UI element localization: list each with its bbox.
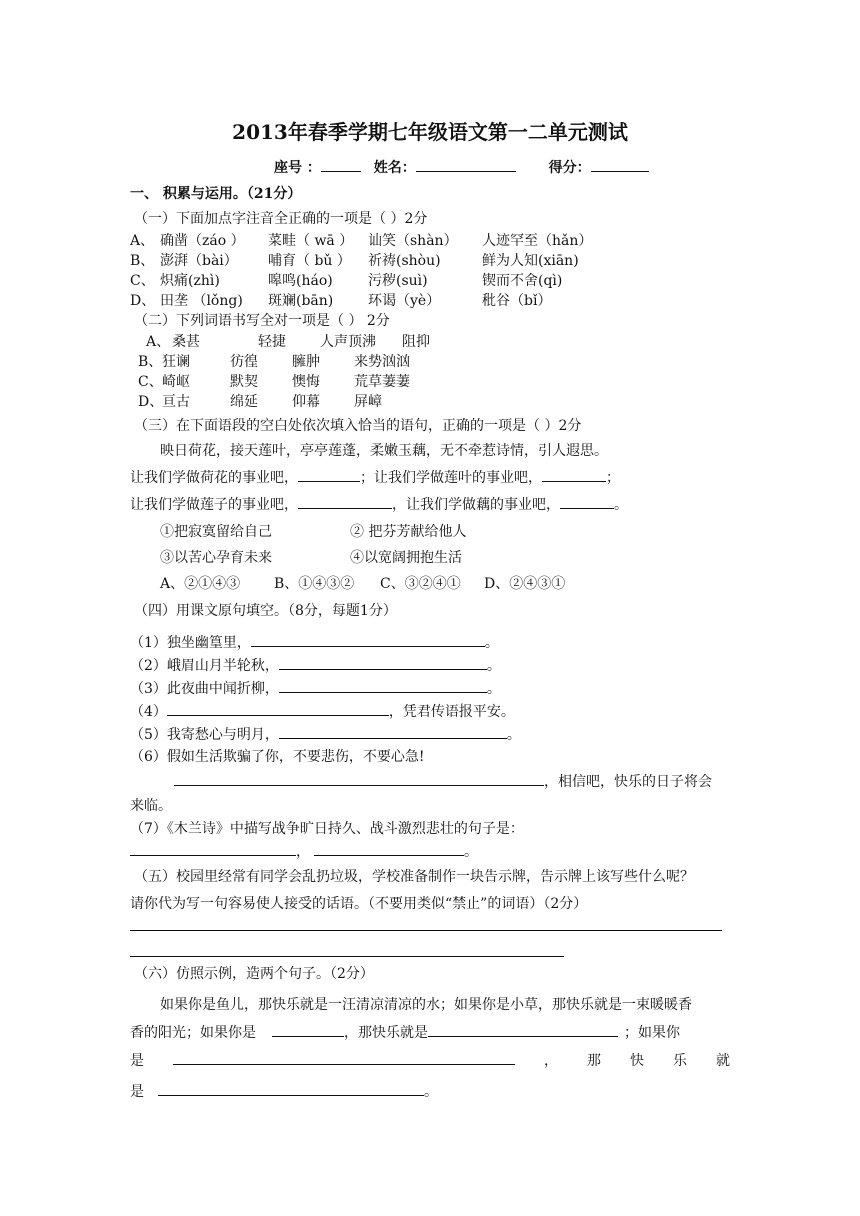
q5-line-1: （五）校园里经常有同学会乱扔垃圾，学校准备制作一块告示牌，告示牌上该写些什么呢？ — [134, 869, 694, 885]
q4-item-1: （1）独坐幽篁里， 。 — [130, 632, 499, 652]
q4-blank-1[interactable] — [251, 632, 485, 647]
q4-blank-7a[interactable] — [130, 841, 296, 856]
q6-blank-4[interactable] — [158, 1081, 424, 1096]
q3-answer-a[interactable]: A、②①④③ — [160, 576, 241, 592]
q1-prompt: （一）下面加点字注音全正确的一项是（ ）2分 — [134, 211, 428, 227]
q2-option-a[interactable]: A、 桑甚 轻捷 人声顶沸 阻抑 — [146, 334, 430, 350]
q1-option-a[interactable]: A、 确凿（záo ） 菜畦（ wā ） 讪笑（shàn） 人迹罕至（hǎn） — [130, 233, 593, 249]
page-title: 2013年春季学期七年级语文第一二单元测试 — [232, 120, 628, 144]
q4-item-6-end: 来临。 — [130, 798, 172, 814]
q3-blank-3[interactable] — [298, 494, 392, 509]
name-label: 姓名： — [373, 160, 416, 176]
header-info — [274, 157, 649, 177]
q4-prompt: （四）用课文原句填空。（8分，每题1分） — [134, 603, 397, 619]
q6-example: 如果你是鱼儿，那快乐就是一汪清凉清凉的水；如果你是小草，那快乐就是一束暖暖香 — [160, 997, 692, 1013]
q3-blank-1[interactable] — [298, 467, 360, 482]
q1-option-b[interactable]: B、 澎湃（bài） 哺育（ bǔ ） 祈祷(shòu) 鲜为人知(xiān) — [130, 253, 579, 269]
q4-blank-7b[interactable] — [314, 841, 464, 856]
score-label: 得分： — [548, 160, 591, 176]
q4-item-6: （6）假如生活欺骗了你，不要悲伤，不要心急! — [130, 749, 425, 765]
q2-option-b[interactable]: B、 狂谰 彷徨 臃肿 来势汹汹 — [138, 354, 410, 370]
seat-blank[interactable] — [321, 157, 361, 172]
q3-blank-4[interactable] — [560, 494, 614, 509]
q5-answer-line-2[interactable] — [130, 956, 564, 957]
q4-item-4: （4） ，凭君传语报平安。 — [130, 701, 515, 721]
q2-prompt: （二）下列词语书写全对一项是（ ） 2分 — [134, 313, 390, 329]
q2-option-c[interactable]: C、 崎岖 默契 懊悔 荒草萋萋 — [138, 374, 410, 390]
q3-line-3: 让我们学做莲子的事业吧， ，让我们学做藕的事业吧， 。 — [130, 494, 628, 514]
q3-paragraph: 映日荷花，接天莲叶，亭亭莲蓬，柔嫩玉藕，无不牵惹诗情，引人遐思。 — [160, 443, 608, 459]
q4-item-5: （5）我寄愁心与明月， 。 — [130, 724, 521, 744]
q6-line-4: 是 。 — [130, 1081, 438, 1101]
q3-prompt: （三）在下面语段的空白处依次填入恰当的语句，正确的一项是（ ）2分 — [134, 418, 582, 434]
q3-option-3: ③以苦心孕育未来 — [160, 550, 272, 566]
q4-item-2: （2）峨眉山月半轮秋， 。 — [130, 655, 501, 675]
seat-label: 座号 ： — [274, 160, 321, 176]
q3-answer-b[interactable]: B、①④③② — [274, 576, 355, 592]
q1-option-d[interactable]: D、 田垄 （lǒng) 斑斓(bān) 环谒（yè） 秕谷（bǐ） — [130, 293, 552, 309]
q6-blank-2[interactable] — [428, 1022, 618, 1037]
q5-answer-line-1[interactable] — [130, 930, 722, 931]
q6-line-3: 是 ， 那 快 乐 就 — [130, 1050, 730, 1070]
q4-blank-6[interactable] — [174, 771, 544, 786]
q4-blank-4[interactable] — [167, 701, 389, 716]
section-heading: 一、 积累与运用。（21分） — [130, 186, 302, 202]
q3-line-2: 让我们学做荷花的事业吧， ；让我们学做莲叶的事业吧， ； — [130, 467, 620, 487]
q1-option-c[interactable]: C、 炽痛(zhì) 嗥鸣(háo) 污秽(suì) 锲而不舍(qì) — [130, 273, 563, 289]
q4-blank-3[interactable] — [279, 678, 487, 693]
q4-item-7-blanks: ， 。 — [130, 841, 478, 861]
name-blank[interactable] — [416, 157, 516, 172]
q3-blank-2[interactable] — [542, 467, 606, 482]
q6-blank-1[interactable] — [272, 1022, 344, 1037]
q4-item-6-cont: ，相信吧，快乐的日子将会 — [174, 771, 712, 791]
q2-option-d[interactable]: D、 亘古 绵延 仰幕 屏嶂 — [138, 394, 382, 410]
q5-line-2: 请你代为写一句容易使人接受的话语。（不要用类似“禁止”的词语）（2分） — [130, 896, 588, 912]
q6-line-2: 香的阳光；如果你是 ，那快乐就是 ；如果你 — [130, 1022, 680, 1042]
score-blank[interactable] — [591, 157, 649, 172]
q4-item-7: （7）《木兰诗》中描写战争旷日持久、战斗激烈悲壮的句子是： — [130, 821, 524, 837]
q6-blank-3[interactable] — [173, 1050, 515, 1065]
q3-answers — [160, 573, 565, 593]
q3-option-2: ② 把芬芳献给他人 — [350, 524, 467, 540]
q3-option-1: ①把寂寞留给自己 — [160, 524, 272, 540]
q4-blank-2[interactable] — [279, 655, 487, 670]
q3-answer-c[interactable]: C、③②④① — [380, 576, 461, 592]
q4-item-3: （3）此夜曲中闻折柳， 。 — [130, 678, 501, 698]
q3-option-4: ④以宽阔拥抱生活 — [350, 550, 462, 566]
q3-answer-d[interactable]: D、②④③① — [484, 576, 566, 592]
q4-blank-5[interactable] — [279, 724, 507, 739]
q6-prompt: （六）仿照示例，造两个句子。（2分） — [134, 966, 374, 982]
